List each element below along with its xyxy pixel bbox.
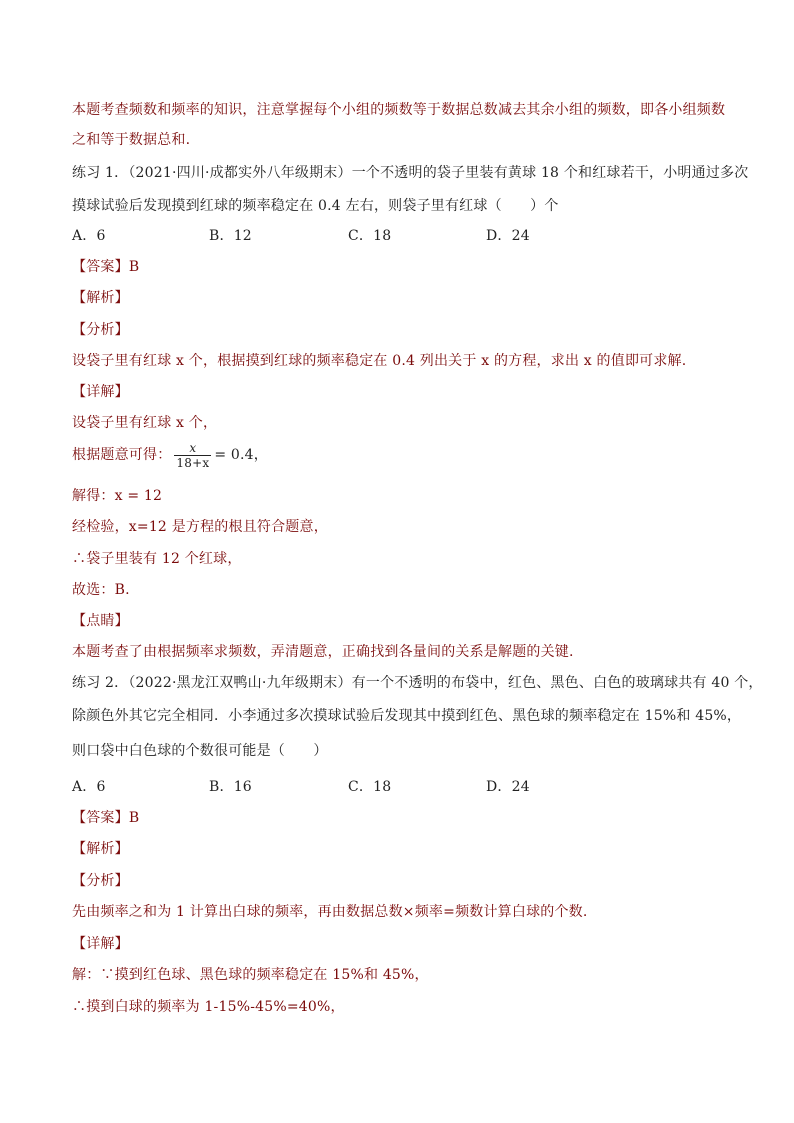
q2-stem-line-3: 则口袋中白色球的个数很可能是（ ） xyxy=(72,743,328,759)
q1-options xyxy=(72,226,722,246)
q2-stem-text-1: 有一个不透明的布袋中，红色、黑色、白色的玻璃球共有 40 个， xyxy=(351,675,763,691)
q2-step-1: 解：∵摸到红色球、黑色球的频率稳定在 15%和 45%， xyxy=(72,967,429,983)
q1-fenxi-text: 设袋子里有红球 x 个，根据摸到红球的频率稳定在 0.4 列出关于 x 的方程，求出 x 的值即可求解. xyxy=(72,353,687,369)
q2-prefix: 练习 2． xyxy=(72,675,129,691)
q1-answer-line xyxy=(72,257,139,277)
q2-fenxi-text: 先由频率之和为 1 计算出白球的频率，再由数据总数×频率=频数计算白球的个数. xyxy=(72,904,588,920)
q2-option-a: A．6 xyxy=(72,779,106,795)
q1-prefix: 练习 1． xyxy=(72,165,129,181)
q1-comment-tag: 【点睛】 xyxy=(72,613,129,629)
q1-source: （2021·四川·成都实外八年级期末） xyxy=(128,165,352,181)
q1-answer-tag: 【答案】 xyxy=(72,259,129,275)
q1-step-3: 解得：x = 12 xyxy=(72,488,163,504)
q1-stem-text-1: 一个不透明的袋子里装有黄球 18 个和红球若干，小明通过多次 xyxy=(351,165,749,181)
q1-step-2-rest: = 0.4， xyxy=(214,447,268,463)
q2-options xyxy=(72,777,722,797)
q1-step-2-label: 根据题意可得： xyxy=(72,447,172,463)
q1-fraction-numerator: x xyxy=(174,441,211,456)
q1-stem-line-1 xyxy=(72,163,748,183)
q1-step-4: 经检验，x=12 是方程的根且符合题意， xyxy=(72,519,328,535)
q1-step-2 xyxy=(72,440,268,470)
q1-fenxi-tag: 【分析】 xyxy=(72,322,129,338)
q1-option-d: D．24 xyxy=(486,228,530,244)
q2-answer-line xyxy=(72,808,139,828)
q1-stem-line-2: 摸球试验后发现摸到红球的频率稳定在 0.4 左右，则袋子里有红球（ ）个 xyxy=(72,198,559,214)
q1-answer-value: B xyxy=(128,259,140,275)
q1-step-5: ∴袋子里装有 12 个红球， xyxy=(72,551,242,567)
q1-step-6: 故选：B. xyxy=(72,582,130,598)
q2-detail-tag: 【详解】 xyxy=(72,936,129,952)
q2-option-d: D．24 xyxy=(486,779,530,795)
q2-analysis-tag: 【解析】 xyxy=(72,841,129,857)
q1-fraction-denominator: 18+x xyxy=(176,455,210,470)
q1-step-1: 设袋子里有红球 x 个， xyxy=(72,415,218,431)
q2-step-2: ∴摸到白球的频率为 1-15%-45%=40%， xyxy=(72,999,345,1015)
q1-comment-text: 本题考查了由根据频率求频数，弄清题意，正确找到各量间的关系是解题的关键. xyxy=(72,644,574,660)
q2-option-b: B．16 xyxy=(209,779,252,795)
q1-fraction xyxy=(174,441,211,470)
q1-option-a: A．6 xyxy=(72,228,106,244)
q2-stem-line-2: 除颜色外其它完全相同．小李通过多次摸球试验后发现其中摸到红色、黑色球的频率稳定在 15%和 45%， xyxy=(72,708,742,724)
q1-analysis-tag: 【解析】 xyxy=(72,290,129,306)
q2-source: （2022·黑龙江双鸭山·九年级期末） xyxy=(128,675,352,691)
q1-detail-tag: 【详解】 xyxy=(72,384,129,400)
q2-answer-tag: 【答案】 xyxy=(72,810,129,826)
q2-stem-line-1 xyxy=(72,673,763,693)
q2-fenxi-tag: 【分析】 xyxy=(72,873,129,889)
q1-option-c: C．18 xyxy=(348,228,392,244)
intro-line-1: 本题考查频数和频率的知识，注意掌握每个小组的频数等于数据总数减去其余小组的频数，即各小组频数 xyxy=(72,102,726,118)
intro-line-2: 之和等于数据总和. xyxy=(72,132,191,148)
q2-answer-value: B xyxy=(128,810,140,826)
q2-option-c: C．18 xyxy=(348,779,392,795)
q1-option-b: B．12 xyxy=(209,228,252,244)
